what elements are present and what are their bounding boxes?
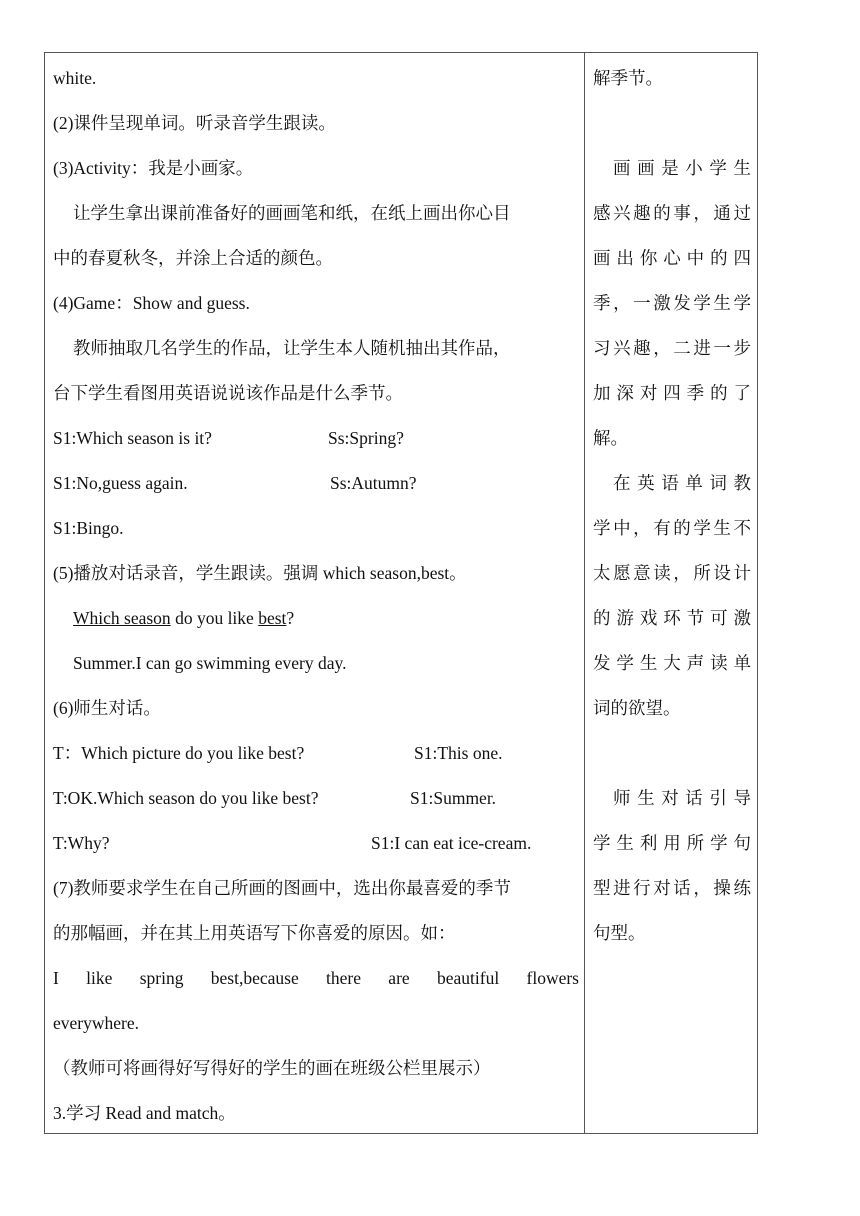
procedure-line: 让学生拿出课前准备好的画画笔和纸，在纸上画出你心目 [73,203,511,223]
target-sentence: Which season do you like best? [73,608,295,628]
procedure-line: 教师抽取几名学生的作品，让学生本人随机抽出其作品， [73,338,511,358]
design-note-line: 句型。 [593,923,646,943]
procedure-line: (4)Game：Show and guess. [53,293,250,313]
design-note-line: 学生利用所学句 [593,833,751,853]
design-note-line: 太愿意读，所设计 [593,563,751,583]
dialogue-reply: S1:This one. [414,743,503,763]
dialogue-line: S1:No,guess again. [53,473,188,493]
example-sentence: everywhere. [53,1013,139,1033]
design-note-line: 习兴趣，二进一步 [593,338,751,358]
design-note-line: 加深对四季的了 [593,383,751,403]
procedure-line: 台下学生看图用英语说说该作品是什么季节。 [53,383,403,403]
dialogue-reply: S1:I can eat ice-cream. [371,833,532,853]
procedure-line: (5)播放对话录音，学生跟读。强调 which season,best。 [53,563,467,583]
design-note-line: 学中，有的学生不 [593,518,751,538]
design-note-line: 画画是小学生 [613,158,751,178]
design-note-line: 发学生大声读单 [593,653,751,673]
design-note-line: 解季节。 [593,68,663,88]
example-sentence: I like spring best,because there are beautiful flowers [53,968,579,988]
procedure-line: (3)Activity：我是小画家。 [53,158,254,178]
procedure-line: white. [53,68,97,88]
dialogue-reply: Ss:Autumn? [330,473,417,493]
procedure-line: 的那幅画，并在其上用英语写下你喜爱的原因。如： [53,923,456,943]
dialogue-line: T:Why? [53,833,110,853]
lesson-plan-table [44,52,758,1134]
dialogue-reply: Ss:Spring? [328,428,404,448]
design-note-line: 画出你心中的四 [593,248,751,268]
underlined-phrase: Which season [73,608,171,628]
design-note-line: 感兴趣的事，通过 [593,203,751,223]
procedure-line: 中的春夏秋冬，并涂上合适的颜色。 [53,248,333,268]
design-note-line: 解。 [593,428,628,448]
underlined-word: best [258,608,287,628]
procedure-line: (2)课件呈现单词。听录音学生跟读。 [53,113,336,133]
target-sentence: Summer.I can go swimming every day. [73,653,347,673]
design-note-line: 在英语单词教 [613,473,751,493]
design-note-line: 师生对话引导 [613,788,751,808]
dialogue-reply: S1:Summer. [410,788,497,808]
design-note-line: 型进行对话，操练 [593,878,751,898]
dialogue-line: S1:Bingo. [53,518,124,538]
design-note-line: 的游戏环节可激 [593,608,751,628]
procedure-line: (7)教师要求学生在自己所画的图画中，选出你最喜爱的季节 [53,878,511,898]
procedure-line: 3.学习 Read and match。 [53,1103,236,1123]
procedure-note: （教师可将画得好写得好的学生的画在班级公栏里展示） [53,1058,491,1078]
dialogue-line: S1:Which season is it? [53,428,212,448]
column-divider [584,53,585,1133]
dialogue-line: T：Which picture do you like best? [53,743,305,763]
design-note-line: 词的欲望。 [593,698,681,718]
design-note-line: 季，一激发学生学 [593,293,751,313]
procedure-line: (6)师生对话。 [53,698,161,718]
dialogue-line: T:OK.Which season do you like best? [53,788,319,808]
